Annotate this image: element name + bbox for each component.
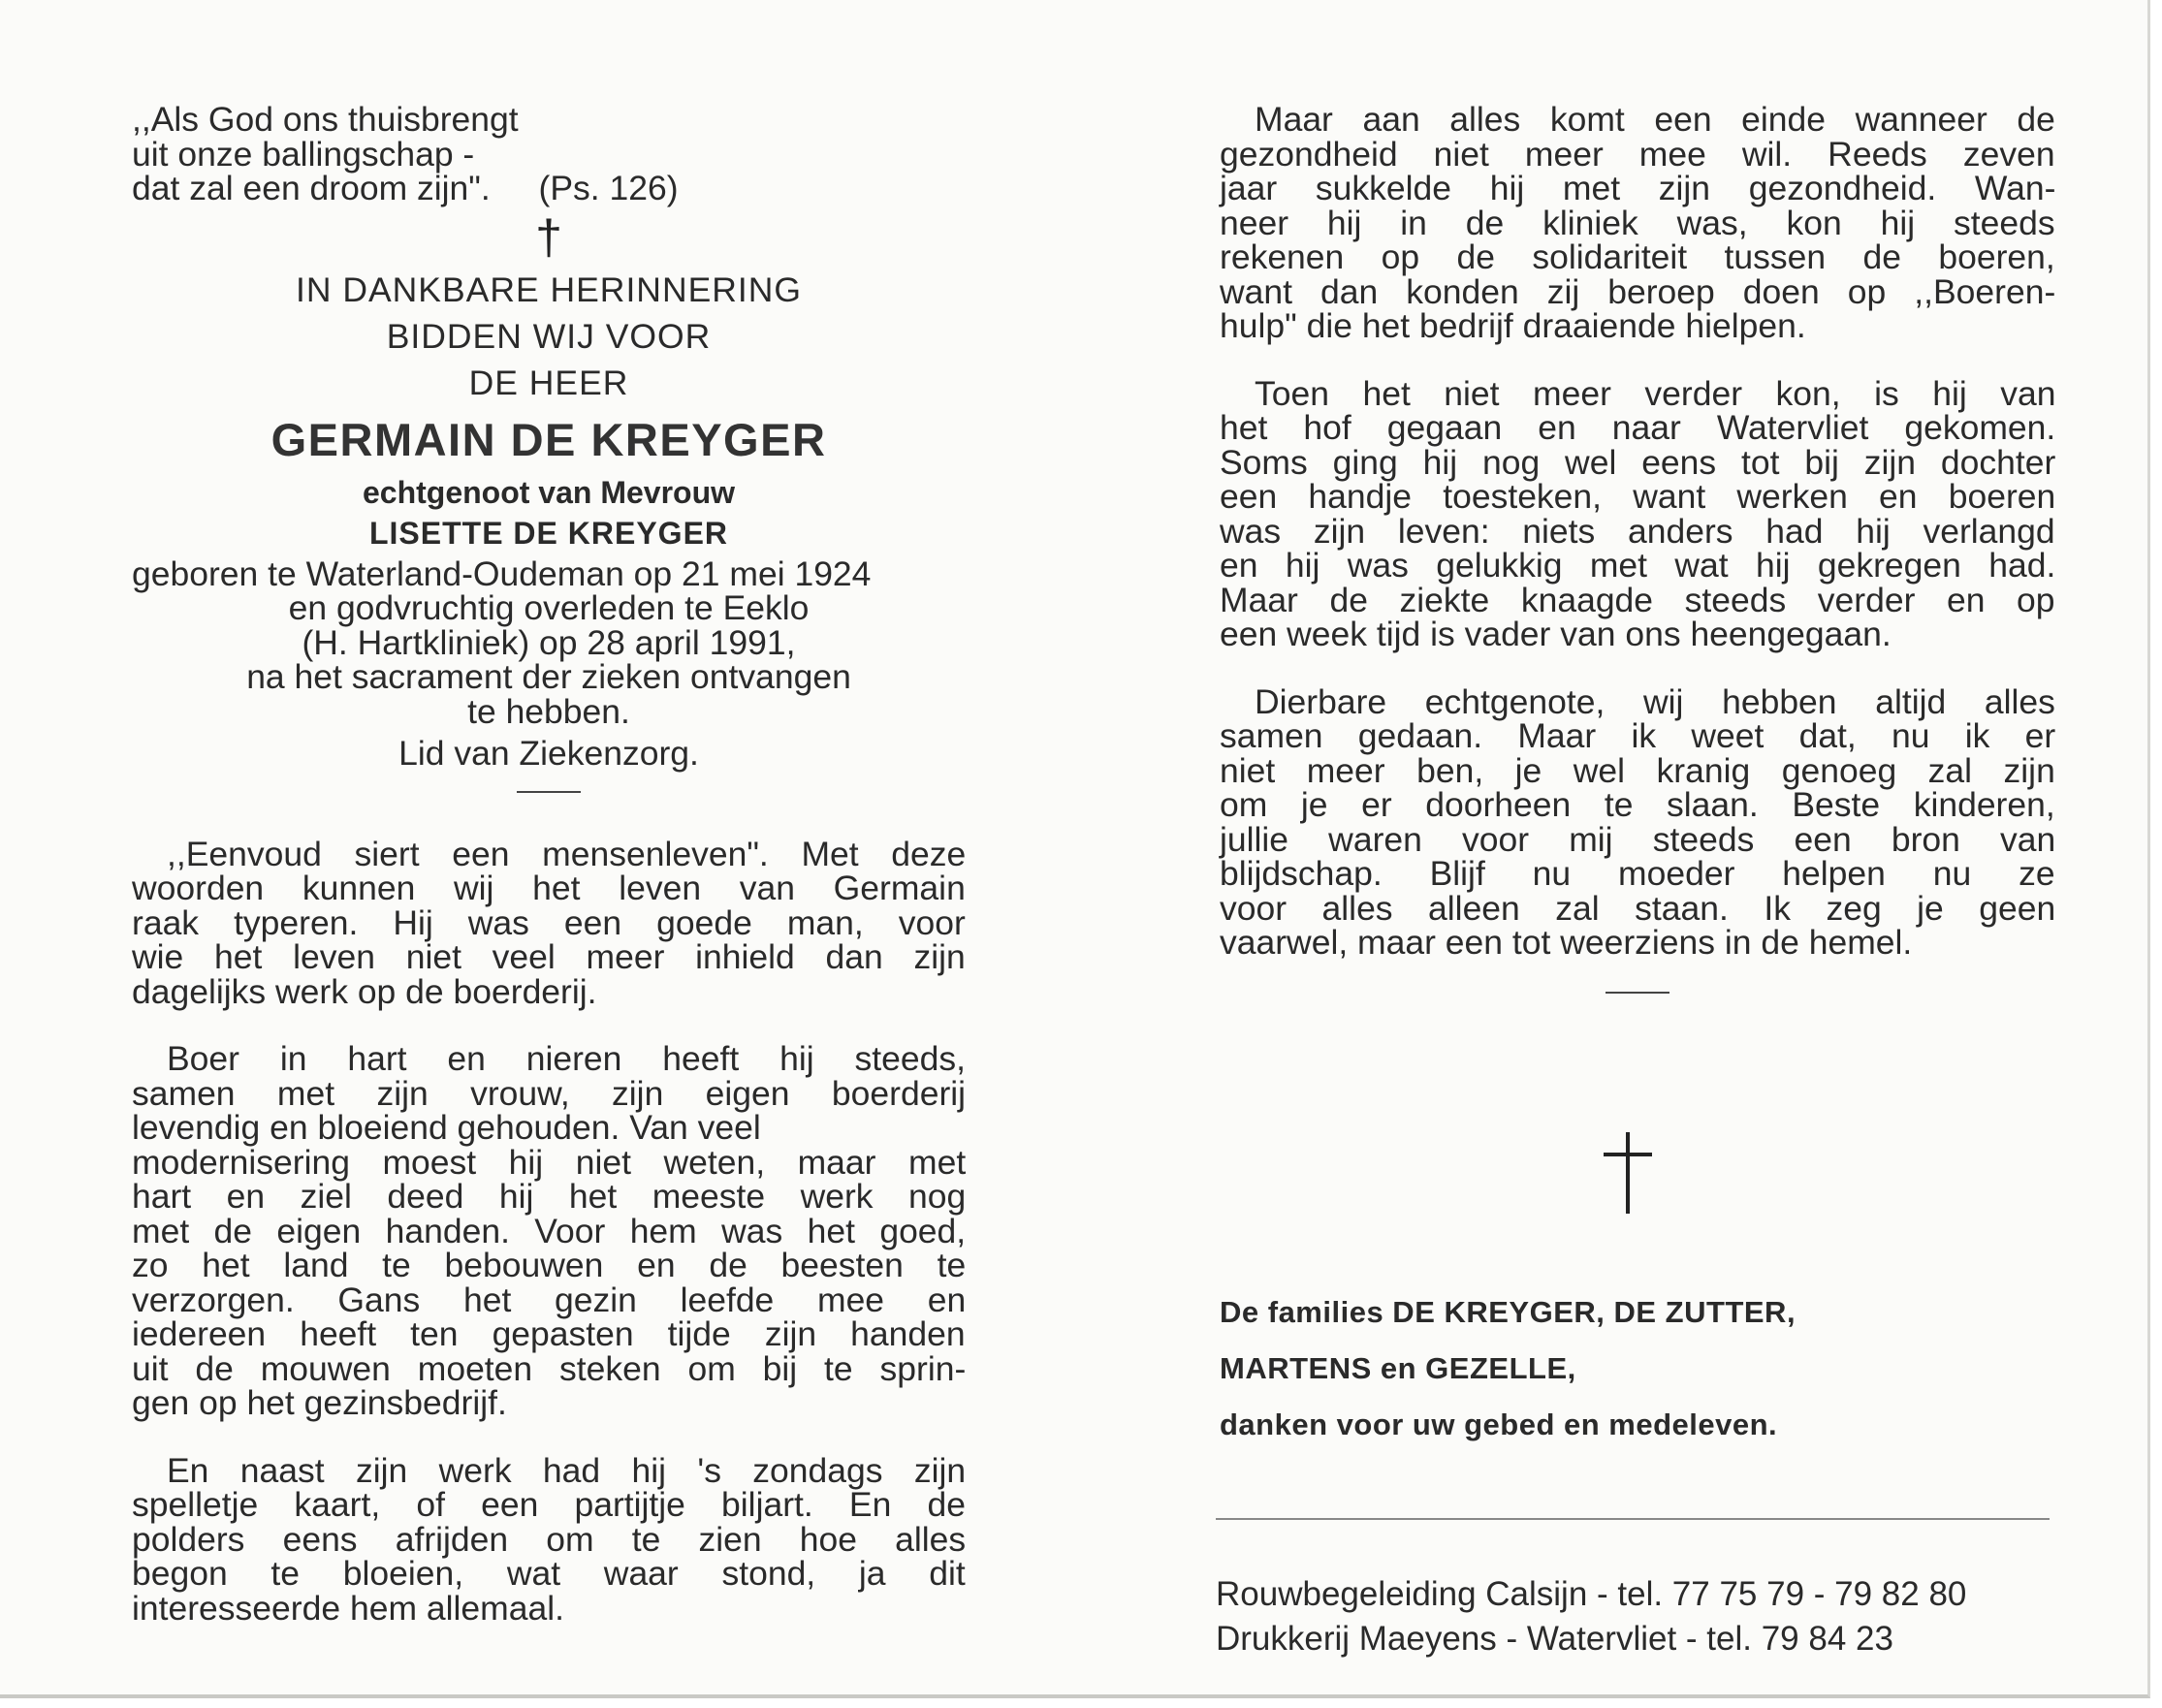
psalm-line-text: dat zal een droom zijn". bbox=[132, 169, 491, 207]
intro-line: DE HEER bbox=[468, 363, 629, 402]
birth-line-text: geboren te Waterland-Oudeman op 21 mei 1924 bbox=[132, 554, 872, 593]
birth-death-block bbox=[132, 554, 966, 773]
birth-line: en godvruchtig overleden te Eeklo bbox=[288, 588, 810, 627]
spouse-name: LISETTE DE KREYGER bbox=[368, 515, 729, 551]
text-line: Toen het niet meer verder kon, is hij van bbox=[1255, 373, 2056, 413]
text-line: hart en ziel deed hij het meeste werk nog bbox=[132, 1177, 967, 1216]
text-line: ,,Eenvoud siert een mensenleven". Met deze bbox=[167, 834, 967, 873]
text-line: jullie waren voor mij steeds een bron van bbox=[1220, 819, 2056, 859]
psalm-line bbox=[132, 169, 966, 207]
text-line: begon te bloeien, wat waar stond, ja dit bbox=[132, 1554, 966, 1593]
text-line: raak typeren. Hij was een goede man, voor bbox=[132, 902, 966, 942]
text-line: rekenen op de solidariteit tussen de boeren, bbox=[1220, 237, 2055, 276]
cross-icon bbox=[1590, 1132, 1668, 1214]
psalm-line: uit onze ballingschap - bbox=[132, 134, 475, 174]
text-line: Maar de ziekte knaagde steeds verder en op bbox=[1220, 580, 2055, 619]
text-line: neer hij in de kliniek was, kon hij steeds bbox=[1220, 203, 2055, 242]
text-line: voor alles alleen zal staan. Ik zeg je geen bbox=[1220, 888, 2056, 928]
right-column bbox=[1220, 100, 2056, 994]
birth-line: na het sacrament der zieken ontvangen bbox=[246, 657, 851, 696]
psalm-quote bbox=[132, 100, 966, 207]
intro-line: BIDDEN WIJ VOOR bbox=[386, 316, 712, 356]
birth-line bbox=[132, 554, 966, 593]
printer-line: Drukkerij Maeyens - Watervliet - tel. 79 84 23 bbox=[1216, 1620, 1893, 1658]
spouse-intro: echtgenoot van Mevrouw bbox=[362, 474, 736, 510]
divider bbox=[517, 791, 581, 793]
text-line: gen op het gezinsbedrijf. bbox=[132, 1383, 507, 1422]
text-line: Boer in hart en nieren heeft hij steeds, bbox=[167, 1039, 966, 1078]
text-line: was zijn leven: niets anders had hij verlangd bbox=[1220, 511, 2055, 551]
text-line: interesseerde hem allemaal. bbox=[132, 1588, 564, 1628]
text-line: Soms ging hij nog wel eens tot bij zijn dochter bbox=[1220, 442, 2056, 482]
text-line: dagelijks werk op de boerderij. bbox=[132, 971, 597, 1011]
text-line: en hij was gelukkig met wat hij gekregen had. bbox=[1220, 546, 2056, 585]
text-line: polders eens afrijden om te zien hoe alles bbox=[132, 1519, 967, 1559]
right-paragraph-2 bbox=[1220, 373, 2056, 653]
text-line: levendig en bloeiend gehouden. Van veel bbox=[132, 1108, 761, 1147]
right-paragraph-3 bbox=[1220, 681, 2056, 962]
text-line: niet meer ben, je wel kranig genoeg zal zijn bbox=[1220, 750, 2055, 790]
text-line: blijdschap. Blijf nu moeder helpen nu ze bbox=[1220, 854, 2055, 893]
footer-divider bbox=[1216, 1518, 2050, 1520]
text-line: modernisering moest hij niet weten, maar met bbox=[132, 1142, 967, 1182]
membership-line: Lid van Ziekenzorg. bbox=[398, 734, 699, 773]
psalm-line: ,,Als God ons thuisbrengt bbox=[132, 100, 519, 139]
funeral-service-line: Rouwbegeleiding Calsijn - tel. 77 75 79 - 79 82 80 bbox=[1216, 1575, 1967, 1613]
text-line: een week tijd is vader van ons heengegaan. bbox=[1220, 615, 1892, 653]
text-line: om je er doorheen te slaan. Beste kinderen, bbox=[1220, 785, 2055, 824]
text-line: iedereen heeft ten gepasten tijde zijn handen bbox=[132, 1314, 966, 1353]
text-line: jaar sukkelde hij met zijn gezondheid. Wan- bbox=[1220, 169, 2056, 207]
text-line: wie het leven niet veel meer inhield dan zijn bbox=[132, 937, 966, 976]
text-line: want dan konden zij beroep doen op ,,Boeren- bbox=[1220, 271, 2056, 311]
text-line: hulp" die het bedrijf draaiende hielpen. bbox=[1220, 306, 1806, 345]
spouse-block bbox=[132, 472, 966, 554]
cross-icon: † bbox=[535, 209, 562, 265]
text-line: Maar aan alles komt een einde wanneer de bbox=[1255, 100, 2055, 139]
families-block bbox=[1220, 1295, 1796, 1464]
families-line: De families DE KREYGER, DE ZUTTER, bbox=[1220, 1295, 1796, 1329]
left-paragraph-2 bbox=[132, 1039, 967, 1422]
families-line: MARTENS en GEZELLE, bbox=[1220, 1351, 1576, 1385]
left-paragraph-3 bbox=[132, 1450, 967, 1628]
text-line: met de eigen handen. Voor hem was het goed, bbox=[132, 1211, 967, 1250]
text-line: spelletje kaart, of een partijtje biljart. En de bbox=[132, 1485, 966, 1524]
text-line: zo het land te bebouwen en de beesten te bbox=[132, 1246, 967, 1284]
right-paragraph-1 bbox=[1220, 100, 2056, 345]
left-column bbox=[132, 100, 967, 1628]
text-line: En naast zijn werk had hij 's zondags zijn bbox=[167, 1450, 967, 1490]
psalm-reference: (Ps. 126) bbox=[538, 169, 679, 207]
footer bbox=[1216, 1572, 2051, 1661]
text-line: woorden kunnen wij het leven van Germain bbox=[132, 869, 966, 907]
thanks-line: danken voor uw gebed en medeleven. bbox=[1220, 1408, 1778, 1441]
divider bbox=[1606, 992, 1669, 994]
intro-block bbox=[132, 267, 966, 406]
text-line: vaarwel, maar een tot weerziens in de hemel. bbox=[1220, 923, 1913, 962]
text-line: samen met zijn vrouw, zijn eigen boerderij bbox=[132, 1073, 967, 1113]
left-paragraph-1 bbox=[132, 834, 967, 1011]
text-line: samen gedaan. Maar ik weet dat, nu ik er bbox=[1220, 716, 2056, 755]
birth-line: (H. Hartkliniek) op 28 april 1991, bbox=[302, 622, 796, 662]
text-line: uit de mouwen moeten steken om bij te sprin- bbox=[132, 1348, 967, 1388]
intro-line: IN DANKBARE HERINNERING bbox=[295, 269, 803, 309]
text-line: een handje toesteken, want werken en boeren bbox=[1220, 477, 2056, 516]
deceased-name: GERMAIN DE KREYGER bbox=[270, 413, 827, 465]
text-line: het hof gegaan en naar Watervliet gekomen. bbox=[1220, 408, 2056, 447]
text-line: Dierbare echtgenote, wij hebben altijd alles bbox=[1255, 681, 2055, 721]
text-line: gezondheid niet meer mee wil. Reeds zeven bbox=[1220, 134, 2055, 174]
birth-line: te hebben. bbox=[467, 691, 630, 731]
text-line: verzorgen. Gans het gezin leefde mee en bbox=[132, 1280, 967, 1319]
